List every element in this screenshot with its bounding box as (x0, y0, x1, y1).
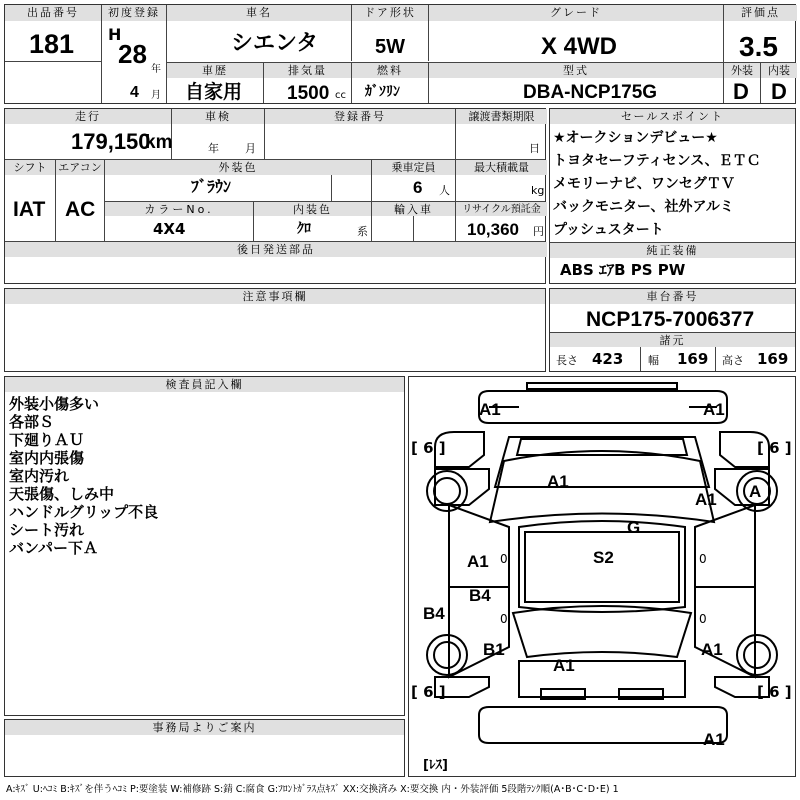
sales-point-header: セールスポイント (550, 109, 795, 124)
lot-header: 出品番号 (5, 5, 101, 21)
insp-year-unit: 年 (208, 142, 219, 155)
ext-grade: D (733, 79, 749, 104)
inspector-note: 天張傷、しみ中 (9, 485, 115, 503)
car-name-header: 車名 (167, 5, 351, 21)
later-parts-header: 後日発送部品 (5, 242, 547, 257)
mark-front-right: A1 (703, 400, 725, 419)
sales-line: バックモニター、社外アルミ (553, 199, 734, 215)
era: H (108, 25, 122, 44)
top-info-table (4, 4, 796, 104)
inspector-note: 室内汚れ (9, 467, 70, 485)
office-header: 事務局よりご案内 (5, 720, 404, 735)
sales-point-list (553, 127, 761, 242)
caution-header: 注意事項欄 (5, 289, 545, 304)
int-color-value: ｸﾛ (297, 221, 311, 237)
fuel: ｶﾞｿﾘﾝ (365, 84, 400, 100)
inspection-header: 車検 (172, 109, 264, 124)
mark-center: S2 (593, 548, 614, 567)
recycle-unit: 円 (533, 225, 544, 238)
grade-header: グレード (429, 5, 723, 21)
inspector-note: 各部Ｓ (9, 413, 55, 431)
tire-front-right: [ 6 ] (757, 439, 792, 457)
max-load-unit: kg (531, 184, 545, 197)
right-door-zero: 0 (699, 552, 707, 566)
inspector-box (4, 376, 405, 716)
first-reg-header: 初度登録 (102, 5, 166, 21)
capacity-unit: 人 (439, 184, 450, 197)
mark-trunk: A1 (553, 656, 575, 675)
recycle-value: 10,360 (467, 220, 519, 239)
office-box (4, 719, 405, 777)
displacement: 1500 (287, 83, 330, 104)
ac-header: エアコン (56, 160, 104, 175)
mark-left-quarter: B1 (483, 640, 505, 659)
tire-rear-left: [ 6 ] (411, 683, 446, 701)
ext-color-value: ﾌﾞﾗｳﾝ (191, 177, 232, 196)
height-value: 169 (757, 350, 789, 368)
left-door-zero: 0 (500, 552, 508, 566)
reg-year: 28 (118, 39, 147, 69)
max-load-header: 最大積載量 (456, 160, 547, 175)
mark-right-quarter: A1 (701, 640, 723, 659)
sales-line: プッシュスタート (553, 222, 664, 238)
mark-roof: G (627, 518, 641, 537)
sales-line: メモリーナビ、ワンセグＴＶ (553, 176, 735, 192)
length-label: 長さ (556, 354, 578, 367)
transfer-header: 譲渡書類期限 (456, 109, 547, 124)
sales-line: トヨタセーフティセンス、ＥＴＣ (553, 153, 761, 169)
dims-header: 諸元 (550, 333, 795, 347)
capacity-header: 乗車定員 (372, 160, 455, 175)
mark-hood: A1 (547, 472, 569, 491)
caution-box (4, 288, 546, 372)
chassis-number: NCP175-7006377 (586, 308, 755, 331)
cc-unit: cc (335, 90, 346, 101)
tire-front-left: [ 6 ] (411, 439, 446, 457)
sales-point-box (549, 108, 796, 284)
car-body-outline (409, 377, 795, 776)
import-header: 輸入車 (372, 202, 455, 216)
int-color-unit: 系 (357, 225, 368, 238)
insp-month-unit: 月 (245, 142, 256, 155)
width-label: 幅 (648, 354, 659, 367)
car-name: シエンタ (231, 31, 319, 56)
shift-header: シフト (5, 160, 55, 175)
score: 3.5 (739, 31, 778, 62)
score-header: 評価点 (724, 5, 797, 21)
inspector-header: 検査員記入欄 (5, 377, 404, 392)
chassis-header: 車台番号 (550, 289, 795, 304)
length-value: 423 (592, 350, 624, 368)
mileage-header: 走行 (5, 109, 171, 124)
model-header: 型式 (429, 63, 723, 78)
mark-left-rear-door: B4 (469, 586, 491, 605)
model-code: DBA-NCP175G (523, 82, 658, 103)
left-rear-zero: 0 (500, 612, 508, 626)
history-header: 車歴 (167, 63, 263, 78)
km-unit: km (145, 132, 173, 153)
ext-color-header: 外装色 (105, 160, 371, 175)
ext-grade-header: 外装 (724, 63, 760, 78)
inspector-note: バンパー下Ａ (9, 539, 98, 557)
color-no-value: 4X4 (153, 220, 186, 238)
width-value: 169 (677, 350, 709, 368)
chassis-box (549, 288, 796, 372)
sales-line: ★オークションデビュー★ (553, 130, 718, 146)
equipment-header: 純正装備 (550, 243, 795, 258)
legend-footer: A:ｷｽﾞ U:ﾍｺﾐ B:ｷｽﾞを伴うﾍｺﾐ P:要塗装 W:補修跡 S:錆 C:腐食 G:ﾌﾛﾝﾄｶﾞﾗｽ点ｷｽﾞ XX:交換済み X:要交換 内・外装評価 5段階ﾗﾝｸ順(A･B･C･D･E) 1 (6, 784, 619, 795)
inspector-note: 下廻りＡＵ (9, 431, 85, 449)
mark-rear-bumper: A1 (703, 730, 725, 749)
inspector-note: 室内内張傷 (9, 449, 85, 467)
height-label: 高さ (722, 354, 744, 367)
inspector-notes (9, 395, 158, 557)
vehicle-details-table (4, 108, 546, 284)
inspector-note: シート汚れ (9, 521, 85, 539)
grade: X 4WD (541, 33, 618, 60)
tire-rear-right: [ 6 ] (757, 683, 792, 701)
lot-number: 181 (29, 29, 75, 59)
door-type: 5W (375, 36, 405, 58)
right-rear-zero: 0 (699, 612, 707, 626)
color-no-header: カラーNo. (105, 202, 253, 216)
inspector-note: ハンドルグリップ不良 (9, 503, 159, 521)
door-header: ドア形状 (352, 5, 428, 21)
inspector-note: 外装小傷多い (9, 395, 100, 413)
less-mark: [ﾚｽ] (423, 758, 448, 773)
reg-no-header: 登録番号 (265, 109, 455, 124)
ac-value: AC (65, 198, 96, 221)
month-unit: 月 (151, 90, 161, 101)
fuel-header: 燃料 (352, 63, 428, 78)
displacement-header: 排気量 (264, 63, 351, 78)
year-unit: 年 (151, 64, 161, 75)
reg-month: 4 (130, 84, 139, 101)
transfer-day-unit: 日 (529, 142, 540, 155)
mark-front-left: A1 (479, 400, 501, 419)
recycle-header: リサイクル預託金 (456, 202, 547, 216)
mark-right-wheel: A (749, 482, 762, 501)
car-history: 自家用 (185, 81, 243, 103)
mark-left-sill: B4 (423, 604, 445, 623)
int-grade: D (771, 79, 787, 104)
shift-value: IAT (13, 198, 46, 221)
equipment-value: ABS ｴｱB PS PW (560, 261, 686, 279)
int-color-header: 内装色 (254, 202, 371, 216)
int-grade-header: 内装 (761, 63, 797, 78)
mark-right-fender: A1 (695, 490, 717, 509)
car-diagram-box (408, 376, 796, 777)
mileage: 179,150 (71, 129, 151, 154)
capacity-value: 6 (413, 178, 423, 197)
mark-left-door: A1 (467, 552, 489, 571)
